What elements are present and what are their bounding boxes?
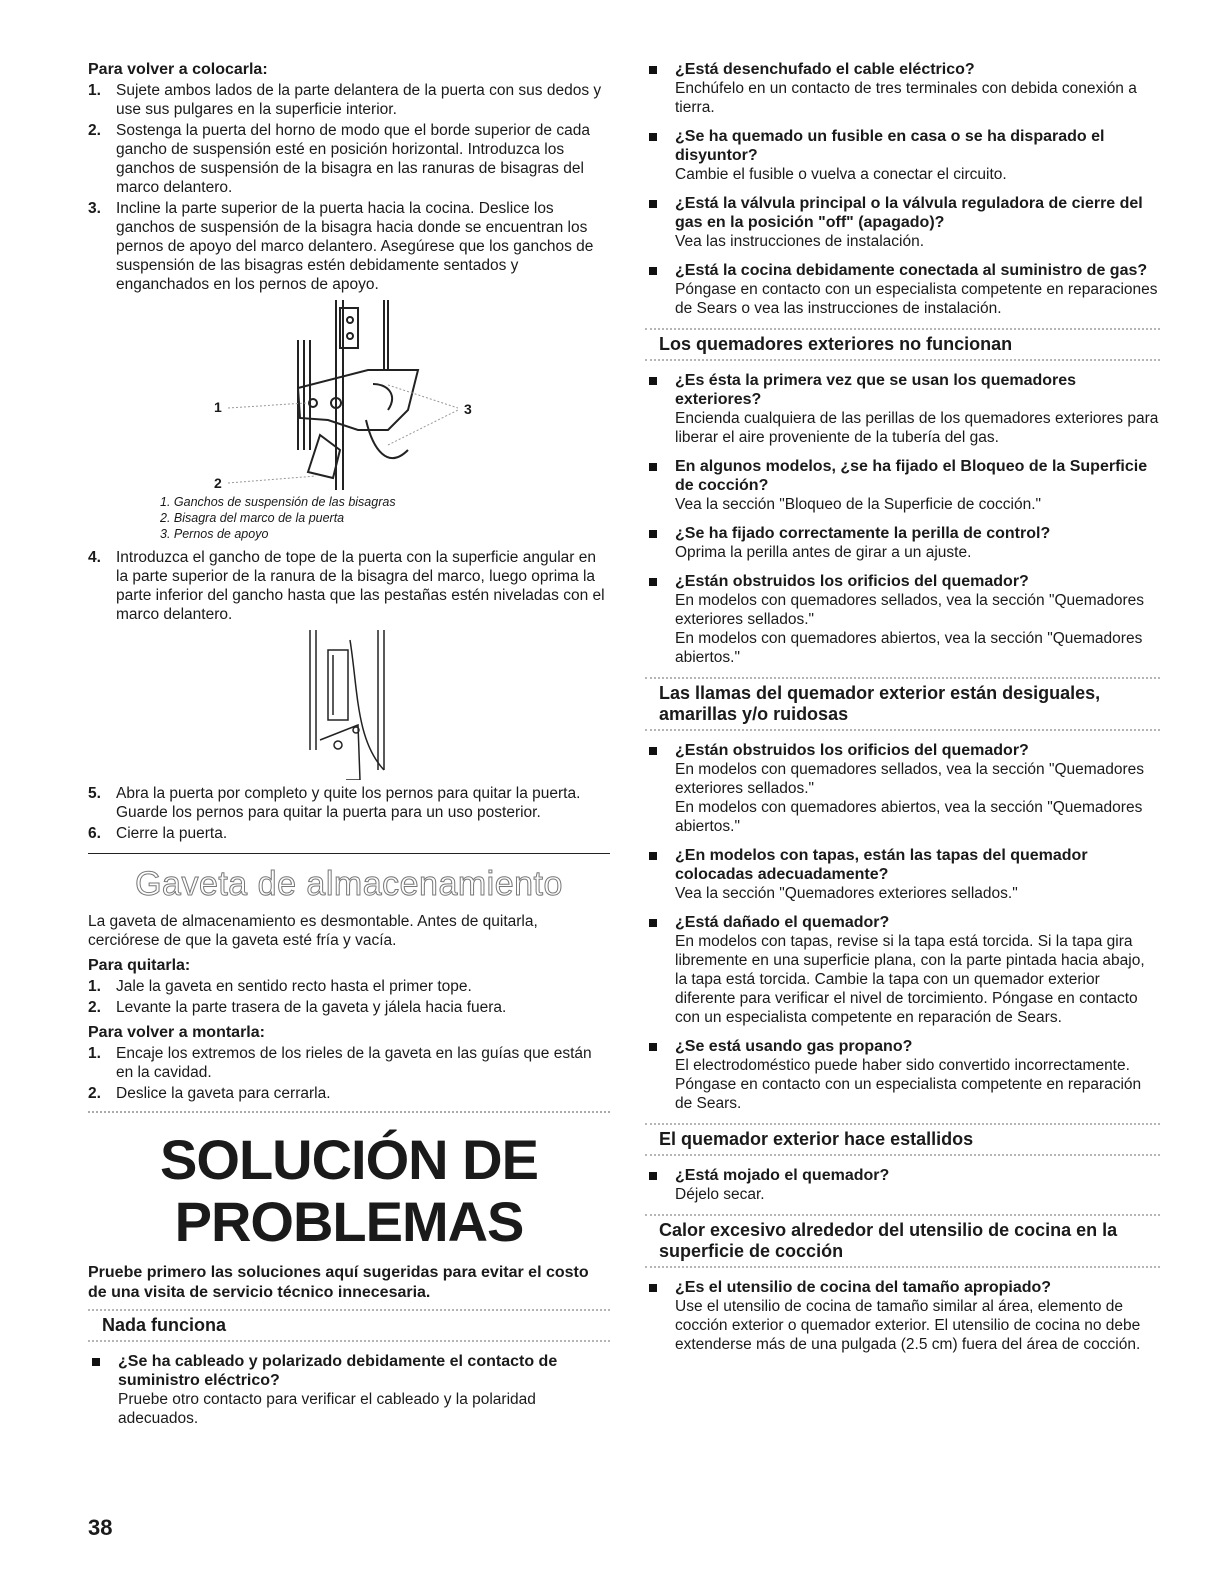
step-text: Jale la gaveta en sentido recto hasta el primer tope. (116, 978, 472, 995)
step-number: 2. (88, 999, 101, 1016)
figure-caption: 1. Ganchos de suspensión de las bisagras (160, 495, 396, 509)
answer (675, 495, 1160, 514)
section-heading: El quemador exterior hace estallidos (645, 1123, 1160, 1156)
answer (675, 1056, 1160, 1113)
answer-line: Use el utensilio de cocina de tamaño similar al área, elemento de cocción exterior o quemador exterior. El utensilio de cocina no debe extenderse más de una pulgada (2.5 cm) fuera del área de cocción. (675, 1298, 1141, 1353)
square-bullet-icon (649, 133, 657, 141)
section-divider (88, 853, 610, 854)
qa-item (645, 1278, 1160, 1354)
figure-label-1: 1 (214, 399, 222, 415)
top-qa-list (645, 60, 1160, 318)
reinstall-step (88, 199, 610, 294)
reinstall-heading: Para volver a colocarla: (88, 61, 268, 78)
answer (675, 1185, 1160, 1204)
answer-line: Vea la sección "Bloqueo de la Superficie de cocción." (675, 496, 1042, 513)
step (88, 824, 610, 843)
troubleshooting-title (88, 1129, 610, 1253)
section-heading: Calor excesivo alrededor del utensilio de cocina en la superficie de cocción (645, 1214, 1160, 1268)
question: ¿Es ésta la primera vez que se usan los quemadores exteriores? (675, 372, 1077, 408)
step-number: 1. (88, 1045, 101, 1062)
qa-item (88, 1352, 610, 1428)
step-number: 6. (88, 825, 101, 842)
section-heading: Nada funciona (88, 1309, 610, 1342)
answer-line: El electrodoméstico puede haber sido convertido incorrectamente. Póngase en contacto con un especialista competente en reparación de Sears. (675, 1057, 1142, 1112)
answer (118, 1390, 610, 1428)
qa-item (645, 261, 1160, 318)
qa-item (645, 60, 1160, 117)
remove-step (88, 998, 610, 1017)
left-column (88, 60, 610, 1438)
answer-line: Cambie el fusible o vuelva a conectar el circuito. (675, 166, 1007, 183)
door-stop-illustration (88, 630, 610, 780)
answer (675, 409, 1160, 447)
square-bullet-icon (649, 1284, 657, 1292)
remove-step (88, 977, 610, 996)
qa-item (645, 194, 1160, 251)
answer-line: Déjelo secar. (675, 1186, 765, 1203)
answer-line: En modelos con tapas, revise si la tapa está torcida. Si la tapa gira libremente en una superficie plana, con la parte pintada hacia abajo, la tapa está torcida. Cambie la tapa con un quemador exterior diferente para verificar el nivel de torcimiento. Póngase en contacto con un especialista competente en reparación de Sears. (675, 933, 1145, 1026)
square-bullet-icon (649, 852, 657, 860)
figure-caption: 2. Bisagra del marco de la puerta (160, 511, 345, 525)
qa-item (645, 457, 1160, 514)
qa-item (645, 371, 1160, 447)
step-text: Levante la parte trasera de la gaveta y jálela hacia fuera. (116, 999, 507, 1016)
figure-label-3: 3 (464, 401, 472, 417)
reinstall-steps (88, 81, 610, 294)
section-heading: Los quemadores exteriores no funcionan (645, 328, 1160, 361)
step-number: 2. (88, 122, 101, 139)
step-text: Encaje los extremos de los rieles de la gaveta en las guías que están en la cavidad. (116, 1045, 592, 1081)
answer (675, 884, 1160, 903)
answer-line: Póngase en contacto con un especialista competente en reparaciones de Sears o vea las instrucciones de instalación. (675, 281, 1158, 317)
question: ¿Es el utensilio de cocina del tamaño apropiado? (675, 1279, 1052, 1296)
remove-steps (88, 977, 610, 1017)
troubleshooting-title-line: SOLUCIÓN DE (160, 1128, 538, 1191)
question: ¿Se está usando gas propano? (675, 1038, 913, 1055)
reinstall-step (88, 81, 610, 119)
door-stop-diagram (88, 630, 610, 780)
troubleshooting-section (645, 1123, 1160, 1156)
square-bullet-icon (649, 200, 657, 208)
hinge-illustration (88, 300, 610, 490)
mount-heading: Para volver a montarla: (88, 1024, 265, 1041)
qa-item (645, 1166, 1160, 1204)
answer (675, 591, 1160, 667)
answer-line: Oprima la perilla antes de girar a un ajuste. (675, 544, 972, 561)
mount-step (88, 1044, 610, 1082)
step-4-list (88, 548, 610, 624)
question: ¿Se ha fijado correctamente la perilla de control? (675, 525, 1051, 542)
troubleshooting-section (645, 328, 1160, 361)
figure-captions (88, 494, 610, 542)
question: ¿Está la cocina debidamente conectada al suministro de gas? (675, 262, 1148, 279)
troubleshooting-section (645, 1214, 1160, 1268)
step-text: Cierre la puerta. (116, 825, 228, 842)
step-number: 5. (88, 785, 101, 802)
answer (675, 165, 1160, 184)
answer (675, 280, 1160, 318)
drawer-intro: La gaveta de almacenamiento es desmontable. Antes de quitarla, cerciórese de que la gaveta esté fría y vacía. (88, 913, 538, 949)
answer (675, 932, 1160, 1027)
mount-step (88, 1084, 610, 1103)
step-number: 3. (88, 200, 101, 217)
step-text: Deslice la gaveta para cerrarla. (116, 1085, 331, 1102)
answer (675, 543, 1160, 562)
troubleshooting-sections (645, 328, 1160, 1354)
qa-item (645, 846, 1160, 903)
answer (675, 1297, 1160, 1354)
question: ¿Están obstruidos los orificios del quemador? (675, 742, 1029, 759)
answer (675, 79, 1160, 117)
question: ¿Está desenchufado el cable eléctrico? (675, 61, 975, 78)
qa-item (645, 1037, 1160, 1113)
qa-item (645, 741, 1160, 836)
answer-line: Vea la sección "Quemadores exteriores sellados." (675, 885, 1018, 902)
square-bullet-icon (649, 66, 657, 74)
figure-label-2: 2 (214, 475, 222, 491)
right-column (645, 60, 1160, 1364)
answer-line: En modelos con quemadores abiertos, vea la sección "Quemadores abiertos." (675, 799, 1143, 835)
nada-funciona-section (88, 1309, 610, 1342)
troubleshooting-intro: Pruebe primero las soluciones aquí sugeridas para evitar el costo de una visita de servicio técnico innecesaria. (88, 1264, 589, 1301)
reinstall-step (88, 121, 610, 197)
question: ¿Se ha quemado un fusible en casa o se ha disparado el disyuntor? (675, 128, 1105, 164)
steps-after (88, 784, 610, 843)
question: ¿Se ha cableado y polarizado debidamente el contacto de suministro eléctrico? (118, 1353, 558, 1389)
answer-line: En modelos con quemadores sellados, vea la sección "Quemadores exteriores sellados." (675, 761, 1145, 797)
square-bullet-icon (649, 919, 657, 927)
square-bullet-icon (649, 1043, 657, 1051)
question: ¿Está la válvula principal o la válvula reguladora de cierre del gas en la posición "off" (apagado)? (675, 195, 1143, 231)
question: En algunos modelos, ¿se ha fijado el Bloqueo de la Superficie de cocción? (675, 458, 1148, 494)
drawer-section-title: Gaveta de almacenamiento (135, 865, 563, 903)
square-bullet-icon (649, 1172, 657, 1180)
answer-line: Enchúfelo en un contacto de tres terminales con debida conexión a tierra. (675, 80, 1137, 116)
answer-line: En modelos con quemadores sellados, vea la sección "Quemadores exteriores sellados." (675, 592, 1145, 628)
square-bullet-icon (649, 530, 657, 538)
section-heading: Las llamas del quemador exterior están desiguales, amarillas y/o ruidosas (645, 677, 1160, 731)
remove-heading: Para quitarla: (88, 957, 191, 974)
step-number: 1. (88, 82, 101, 99)
step-text: Abra la puerta por completo y quite los pernos para quitar la puerta. Guarde los pernos para quitar la puerta para un uso posterior. (116, 785, 581, 821)
square-bullet-icon (649, 463, 657, 471)
answer-line: Vea las instrucciones de instalación. (675, 233, 925, 250)
question: ¿Está dañado el quemador? (675, 914, 890, 931)
square-bullet-icon (649, 377, 657, 385)
square-bullet-icon (649, 747, 657, 755)
answer-line: Pruebe otro contacto para verificar el cableado y la polaridad adecuados. (118, 1391, 536, 1427)
step-4 (88, 548, 610, 624)
hinge-diagram (88, 300, 610, 490)
question: ¿Están obstruidos los orificios del quemador? (675, 573, 1029, 590)
qa-item (645, 127, 1160, 184)
qa-item (645, 913, 1160, 1027)
qa-item (645, 572, 1160, 667)
square-bullet-icon (649, 267, 657, 275)
step (88, 784, 610, 822)
answer (675, 760, 1160, 836)
page-number: 38 (88, 1515, 113, 1540)
square-bullet-icon (92, 1358, 100, 1366)
answer-line: En modelos con quemadores abiertos, vea la sección "Quemadores abiertos." (675, 630, 1143, 666)
step-number: 2. (88, 1085, 101, 1102)
figure-caption: 3. Pernos de apoyo (160, 527, 269, 541)
step-number: 4. (88, 549, 101, 566)
step-text: Sostenga la puerta del horno de modo que el borde superior de cada gancho de suspensión esté en posición horizontal. Introduzca los ganchos de suspensión de la bisagra en las ranuras de bisagras del marco delantero. (116, 122, 590, 196)
square-bullet-icon (649, 578, 657, 586)
troubleshooting-title-line: PROBLEMAS (174, 1190, 524, 1253)
troubleshooting-section (645, 677, 1160, 731)
dotted-divider (88, 1111, 610, 1119)
step-number: 1. (88, 978, 101, 995)
question: ¿En modelos con tapas, están las tapas del quemador colocadas adecuadamente? (675, 847, 1088, 883)
question: ¿Está mojado el quemador? (675, 1167, 890, 1184)
step-text: Incline la parte superior de la puerta hacia la cocina. Deslice los ganchos de suspensión de la bisagra hacia donde se encuentran los pernos de apoyo del marco delantero. Asegúrese que los ganchos de suspensión de las bisagras estén debidamente sentados y enganchados en los pernos de apoyo. (116, 200, 594, 293)
step-text: Introduzca el gancho de tope de la puerta con la superficie angular en la parte superior de la ranura de la bisagra del marco, luego oprima la parte inferior del gancho hasta que las pestañas estén niveladas con el marco delantero. (116, 549, 605, 623)
step-text: Sujete ambos lados de la parte delantera de la puerta con sus dedos y use sus pulgares en la superficie interior. (116, 82, 602, 118)
answer-line: Encienda cualquiera de las perillas de los quemadores exteriores para liberar el aire proveniente de la tubería del gas. (675, 410, 1159, 446)
answer (675, 232, 1160, 251)
mount-steps (88, 1044, 610, 1103)
qa-item (645, 524, 1160, 562)
